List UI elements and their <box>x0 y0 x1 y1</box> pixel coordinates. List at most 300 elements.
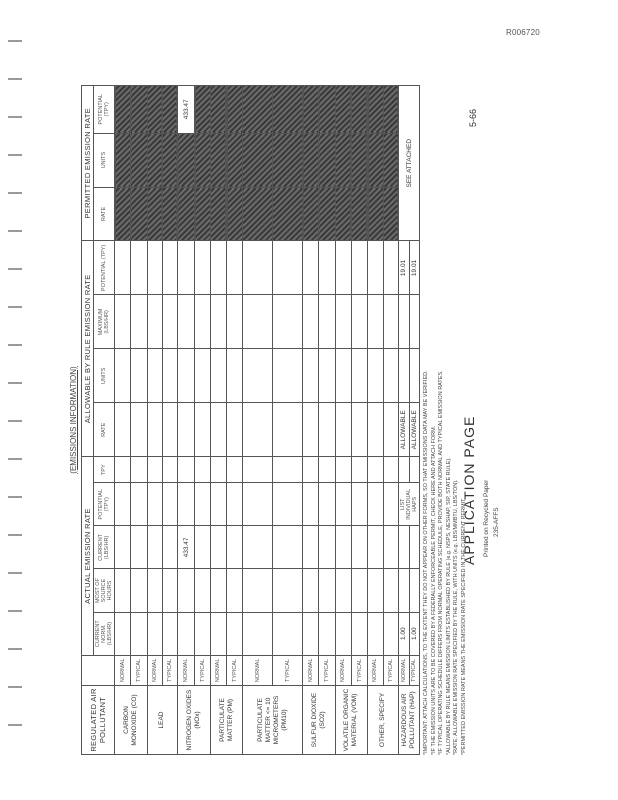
binder-mark <box>8 344 22 346</box>
cell <box>195 295 210 349</box>
cell <box>195 187 210 241</box>
table-row <box>115 86 131 755</box>
cell <box>178 457 195 483</box>
cell <box>195 86 210 134</box>
cell <box>210 133 226 187</box>
cell <box>115 483 131 526</box>
table-row <box>383 86 398 755</box>
cell <box>210 403 226 457</box>
unit-label: NORMAL <box>303 655 319 685</box>
cell <box>351 86 367 134</box>
cell <box>131 483 147 526</box>
table-body <box>115 86 399 755</box>
binder-mark <box>8 648 22 650</box>
pollutant-header: REGULATED AIR POLLUTANT <box>82 685 115 754</box>
cell <box>147 295 162 349</box>
cell <box>227 349 243 403</box>
cell <box>178 295 195 349</box>
cell <box>178 569 195 612</box>
cell <box>351 187 367 241</box>
unit-label: TYPICAL <box>409 655 420 685</box>
cell: 1.00 <box>409 612 420 655</box>
cell <box>273 187 303 241</box>
cell <box>409 569 420 612</box>
cell <box>115 457 131 483</box>
cell <box>162 86 177 134</box>
cell <box>195 349 210 403</box>
recycled-note: Printed on Recycled Paper <box>483 479 490 557</box>
cell <box>319 457 335 483</box>
unit-label: TYPICAL <box>319 655 335 685</box>
cell <box>162 133 177 187</box>
pollutant-name: VOLATILE ORGANIC MATERIAL (VOM) <box>335 685 368 754</box>
cell <box>335 403 351 457</box>
cell <box>162 241 177 295</box>
cell <box>303 403 319 457</box>
table-row <box>335 86 351 755</box>
cell <box>383 86 398 134</box>
cell <box>383 349 398 403</box>
pollutant-name: CARBON MONOXIDE (CO) <box>115 685 148 754</box>
cell <box>147 86 162 134</box>
cell <box>210 86 226 134</box>
cell <box>303 187 319 241</box>
cell <box>383 483 398 526</box>
unit-label: TYPICAL <box>351 655 367 685</box>
cell <box>273 483 303 526</box>
cell <box>368 483 383 526</box>
cell <box>368 526 383 569</box>
cell <box>335 86 351 134</box>
cell <box>303 241 319 295</box>
footnote: *IF TYPICAL OPERATING SCHEDULE DIFFERS FROM NORMAL OPERATING SCHEDULE, PROVIDE BOTH NORMAL AND TYPICAL EMISSION RATES. <box>438 370 444 755</box>
cell <box>210 612 226 655</box>
cell <box>273 241 303 295</box>
cell <box>368 295 383 349</box>
binder-mark <box>8 572 22 574</box>
cell <box>335 457 351 483</box>
cell <box>409 526 420 569</box>
table-row <box>147 86 162 755</box>
table-row <box>243 86 273 755</box>
col-header: CURRENT (LBS/HR) <box>94 526 115 569</box>
binder-mark <box>8 420 22 422</box>
cell <box>147 349 162 403</box>
cell <box>368 569 383 612</box>
cell <box>227 612 243 655</box>
cell: ALLOWABLE <box>399 403 410 457</box>
cell <box>243 612 273 655</box>
cell <box>399 295 410 349</box>
cell <box>368 403 383 457</box>
cell <box>131 403 147 457</box>
cell <box>243 526 273 569</box>
cell <box>227 526 243 569</box>
cell <box>210 569 226 612</box>
cell: 433.47 <box>178 526 195 569</box>
unit-label: NORMAL <box>335 655 351 685</box>
col-header: CURRENT NORM. (LBS/HR) <box>94 612 115 655</box>
cell <box>147 483 162 526</box>
unit-label: TYPICAL <box>162 655 177 685</box>
cell <box>319 133 335 187</box>
page-number: 5-66 <box>468 108 478 127</box>
cell <box>115 295 131 349</box>
pollutant-name: PARTICULATE MATTER (PM) <box>210 685 243 754</box>
cell: 1.00 <box>399 612 410 655</box>
pollutant-name: NITROGEN OXIDES (NOx) <box>178 685 210 754</box>
cell <box>162 403 177 457</box>
form-number: 235-AFFS <box>493 507 500 537</box>
cell <box>162 295 177 349</box>
cell: 19.01 <box>399 241 410 295</box>
binder-mark <box>8 154 22 156</box>
allowable-group-header: ALLOWABLE BY RULE EMISSION RATE <box>82 241 94 457</box>
cell <box>335 612 351 655</box>
col-header: UNITS <box>94 349 115 403</box>
cell <box>273 612 303 655</box>
cell <box>131 241 147 295</box>
cell <box>368 133 383 187</box>
cell <box>351 295 367 349</box>
cell <box>178 133 195 187</box>
cell <box>210 241 226 295</box>
cell <box>383 526 398 569</box>
pollutant-name: OTHER, SPECIFY <box>368 685 399 754</box>
application-page-title: APPLICATION PAGE <box>461 415 477 565</box>
cell <box>195 457 210 483</box>
cell <box>243 457 273 483</box>
cell <box>227 241 243 295</box>
cell <box>195 241 210 295</box>
binder-mark <box>8 610 22 612</box>
cell <box>303 295 319 349</box>
table-row <box>273 86 303 755</box>
cell <box>319 187 335 241</box>
cell <box>178 612 195 655</box>
cell <box>178 187 195 241</box>
footnote: *ALLOWABLE BY RULE MEANS EMISSION LIMITS ESTABLISHED BY RULE (e.g. NSPS, NESHAP, SIP, STATE RULE). <box>445 457 452 755</box>
cell <box>131 612 147 655</box>
cell <box>368 86 383 134</box>
cell <box>131 569 147 612</box>
cell <box>243 483 273 526</box>
table-row <box>351 86 367 755</box>
cell <box>227 86 243 134</box>
cell <box>273 403 303 457</box>
pollutant-name: LEAD <box>147 685 178 754</box>
binder-mark <box>8 306 22 308</box>
cell <box>319 403 335 457</box>
unit-label: NORMAL <box>399 655 410 685</box>
cell <box>335 526 351 569</box>
cell <box>115 86 131 134</box>
pollutant-name: SULFUR DIOXIDE (SO2) <box>303 685 336 754</box>
cell: LIST INDIVIDUAL HAPS <box>399 483 420 526</box>
cell <box>368 457 383 483</box>
cell <box>115 241 131 295</box>
cell <box>351 526 367 569</box>
col-header: POTENTIAL (TPY) <box>94 86 115 134</box>
cell <box>351 241 367 295</box>
table-row <box>178 86 195 755</box>
group-header-row <box>82 86 94 755</box>
cell <box>162 612 177 655</box>
cell <box>131 457 147 483</box>
cell <box>383 295 398 349</box>
cell <box>178 403 195 457</box>
permitted-group-header: PERMITTED EMISSION RATE <box>82 86 94 241</box>
cell <box>368 187 383 241</box>
cell <box>409 457 420 483</box>
cell <box>335 241 351 295</box>
cell <box>243 349 273 403</box>
rotated-content <box>63 75 563 765</box>
table-row <box>162 86 177 755</box>
cell <box>147 241 162 295</box>
cell <box>273 86 303 134</box>
unit-label: TYPICAL <box>227 655 243 685</box>
unit-label: NORMAL <box>243 655 273 685</box>
cell <box>147 526 162 569</box>
cell <box>147 569 162 612</box>
cell <box>115 526 131 569</box>
cell <box>383 241 398 295</box>
binder-margin <box>8 40 26 770</box>
cell <box>399 457 410 483</box>
cell <box>162 483 177 526</box>
cell <box>335 483 351 526</box>
cell <box>383 187 398 241</box>
cell <box>195 403 210 457</box>
actual-group-header: ACTUAL EMISSION RATE <box>82 457 94 656</box>
hap-row-normal <box>399 86 410 755</box>
cell <box>319 483 335 526</box>
binder-mark <box>8 230 22 232</box>
cell <box>383 612 398 655</box>
cell <box>162 457 177 483</box>
table-row <box>303 86 319 755</box>
cell <box>115 349 131 403</box>
binder-mark <box>8 192 22 194</box>
column-header-row <box>94 86 115 755</box>
cell <box>131 187 147 241</box>
table-row <box>195 86 210 755</box>
cell <box>351 483 367 526</box>
cell <box>162 187 177 241</box>
cell <box>273 349 303 403</box>
binder-mark <box>8 724 22 726</box>
cell <box>409 295 420 349</box>
footnote: *IMPORTANT: ATTACH CALCULATIONS, TO THE EXTENT THEY DO NOT APPEAR ON OTHER FORMS, SO THAT EMISSIONS DATA MAY BE VERIFIED. <box>423 370 429 755</box>
cell <box>319 526 335 569</box>
cell <box>273 133 303 187</box>
col-header: MAXIMUM (LBS/HR) <box>94 295 115 349</box>
unit-label: TYPICAL <box>383 655 398 685</box>
cell <box>147 133 162 187</box>
binder-mark <box>8 268 22 270</box>
cell <box>319 569 335 612</box>
cell <box>409 349 420 403</box>
cell <box>319 241 335 295</box>
cell <box>131 133 147 187</box>
cell <box>335 295 351 349</box>
cell <box>243 133 273 187</box>
cell <box>351 133 367 187</box>
cell <box>351 612 367 655</box>
cell <box>243 295 273 349</box>
cell <box>303 483 319 526</box>
unit-label: NORMAL <box>147 655 162 685</box>
cell <box>383 133 398 187</box>
binder-mark <box>8 78 22 80</box>
cell <box>319 612 335 655</box>
table-row <box>319 86 335 755</box>
unit-label: TYPICAL <box>195 655 210 685</box>
cell <box>335 569 351 612</box>
cell <box>351 403 367 457</box>
cell <box>227 403 243 457</box>
cell <box>399 526 410 569</box>
document-id: R006720 <box>506 28 540 37</box>
hap-name: HAZARDOUS AIR POLLUTANT (HAP) <box>399 685 420 754</box>
table-row <box>210 86 226 755</box>
unit-label: TYPICAL <box>273 655 303 685</box>
footnote: *PERMITTED EMISSION RATE MEANS THE EMISSION RATE SPECIFIED IN THE CURRENT PERMIT. <box>460 497 467 755</box>
cell <box>227 483 243 526</box>
cell <box>178 483 195 526</box>
cell <box>243 403 273 457</box>
cell <box>210 483 226 526</box>
unit-label: NORMAL <box>210 655 226 685</box>
binder-mark <box>8 496 22 498</box>
cell <box>147 612 162 655</box>
cell <box>227 457 243 483</box>
cell <box>147 457 162 483</box>
cell <box>319 86 335 134</box>
cell <box>210 349 226 403</box>
cell: 19.01 <box>409 241 420 295</box>
cell <box>273 569 303 612</box>
cell <box>399 349 410 403</box>
table-row <box>368 86 383 755</box>
cell <box>162 569 177 612</box>
col-header: POTENTIAL (TPY) <box>94 483 115 526</box>
table-title: (EMISSIONS INFORMATION) <box>69 366 78 474</box>
col-header: RATE <box>94 187 115 241</box>
binder-mark <box>8 534 22 536</box>
cell <box>115 403 131 457</box>
cell <box>227 569 243 612</box>
cell <box>115 569 131 612</box>
cell <box>195 526 210 569</box>
emissions-table <box>81 85 420 755</box>
cell <box>303 349 319 403</box>
unit-label: NORMAL <box>178 655 195 685</box>
unit-label: NORMAL <box>368 655 383 685</box>
cell <box>303 612 319 655</box>
cell <box>368 612 383 655</box>
cell <box>195 483 210 526</box>
cell <box>210 295 226 349</box>
cell <box>319 295 335 349</box>
binder-mark <box>8 116 22 118</box>
cell <box>115 612 131 655</box>
binder-mark <box>8 40 22 42</box>
cell <box>131 526 147 569</box>
binder-mark <box>8 686 22 688</box>
cell <box>351 457 367 483</box>
cell <box>162 526 177 569</box>
cell <box>227 295 243 349</box>
cell <box>227 133 243 187</box>
cell <box>335 133 351 187</box>
unit-label: NORMAL <box>115 655 131 685</box>
col-header: POTENTIAL (TPY) <box>94 241 115 295</box>
cell <box>383 569 398 612</box>
unit-header <box>82 655 115 685</box>
cell <box>243 187 273 241</box>
binder-mark <box>8 458 22 460</box>
cell <box>273 295 303 349</box>
cell <box>115 187 131 241</box>
cell <box>131 349 147 403</box>
cell <box>131 86 147 134</box>
cell <box>210 526 226 569</box>
table-row <box>131 86 147 755</box>
cell <box>351 349 367 403</box>
cell <box>131 295 147 349</box>
cell <box>243 569 273 612</box>
cell <box>178 241 195 295</box>
cell <box>210 457 226 483</box>
col-header: UNITS <box>94 133 115 187</box>
cell <box>399 569 410 612</box>
cell <box>303 133 319 187</box>
cell <box>368 349 383 403</box>
cell <box>178 349 195 403</box>
cell <box>227 187 243 241</box>
cell: 433.47 <box>178 86 195 134</box>
cell <box>195 569 210 612</box>
binder-mark <box>8 382 22 384</box>
cell <box>351 569 367 612</box>
footnote: *RATE: ALLOWABLE EMISSION RATE SPECIFIED BY THE RULE, WITH UNITS (e.g. LBS/MMBTU, LBS/TON). <box>453 479 459 755</box>
footnote: *IF THE EMISSION UNITS ARE TO BE COVERED BY A FEDERALLY ENFORCEABLE PERMIT, CHECK HERE AND ATTACH FORM. <box>430 425 437 755</box>
cell <box>273 526 303 569</box>
cell <box>243 241 273 295</box>
col-header: TPY <box>94 457 115 483</box>
col-header: MOST OF SOURCE HOURS <box>94 569 115 612</box>
cell <box>147 187 162 241</box>
cell <box>195 133 210 187</box>
cell <box>303 526 319 569</box>
cell <box>383 457 398 483</box>
col-header: RATE <box>94 403 115 457</box>
cell <box>335 187 351 241</box>
permitted-see-attached: SEE ATTACHED <box>399 86 420 241</box>
table-row <box>227 86 243 755</box>
cell: ALLOWABLE <box>409 403 420 457</box>
cell <box>195 612 210 655</box>
pollutant-name: PARTICULATE MATTER <= 10 MICROMETERS (PM10) <box>243 685 303 754</box>
cell <box>115 133 131 187</box>
cell <box>147 403 162 457</box>
cell <box>210 187 226 241</box>
cell <box>319 349 335 403</box>
cell <box>303 457 319 483</box>
unit-label: TYPICAL <box>131 655 147 685</box>
